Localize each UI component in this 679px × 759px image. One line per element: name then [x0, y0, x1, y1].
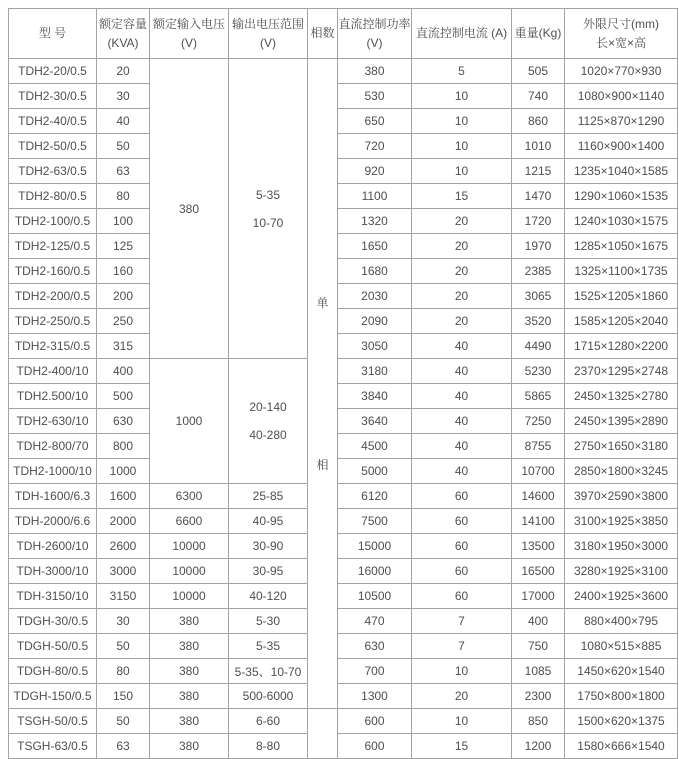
cell-vout: 5-35	[229, 634, 308, 659]
cell-dim: 1080×515×885	[565, 634, 678, 659]
cell-kva: 630	[97, 409, 150, 434]
header-kva	[97, 9, 150, 59]
cell-pdc: 4500	[338, 434, 412, 459]
cell-model: TDH2-100/0.5	[9, 209, 97, 234]
cell-idc: 20	[412, 259, 512, 284]
cell-vout: 5-35、10-70	[229, 659, 308, 684]
cell-idc: 7	[412, 609, 512, 634]
cell-model: TDH-1600/6.3	[9, 484, 97, 509]
header-model-label: 型 号	[38, 26, 67, 40]
header-kg-label: 重量(Kg)	[514, 26, 562, 40]
header-vout	[229, 9, 308, 59]
cell-dim: 880×400×795	[565, 609, 678, 634]
cell-kva: 1600	[97, 484, 150, 509]
cell-kva: 80	[97, 184, 150, 209]
cell-idc: 10	[412, 84, 512, 109]
table-row	[9, 484, 678, 509]
cell-kg: 860	[512, 109, 565, 134]
cell-kg: 2385	[512, 259, 565, 284]
cell-pdc: 3840	[338, 384, 412, 409]
cell-idc: 20	[412, 209, 512, 234]
cell-model: TDH2-160/0.5	[9, 259, 97, 284]
cell-pdc: 600	[338, 709, 412, 734]
cell-kg: 10700	[512, 459, 565, 484]
cell-dim: 1125×870×1290	[565, 109, 678, 134]
table-row	[9, 609, 678, 634]
cell-dim: 1235×1040×1585	[565, 159, 678, 184]
cell-vin: 6600	[150, 509, 229, 534]
header-vin	[150, 9, 229, 59]
cell-idc: 40	[412, 409, 512, 434]
table-row	[9, 384, 678, 409]
cell-pdc: 920	[338, 159, 412, 184]
cell-idc: 40	[412, 434, 512, 459]
cell-pdc: 1300	[338, 684, 412, 709]
cell-kg: 1970	[512, 234, 565, 259]
cell-dim: 1585×1205×2040	[565, 309, 678, 334]
header-dim-label: 长×宽×高	[595, 35, 647, 50]
cell-kva: 3000	[97, 559, 150, 584]
header-vout-label: (V)	[260, 35, 276, 50]
cell-dim: 1080×900×1140	[565, 84, 678, 109]
cell-model: TSGH-50/0.5	[9, 709, 97, 734]
cell-vin: 10000	[150, 559, 229, 584]
cell-pdc: 1100	[338, 184, 412, 209]
table-row	[9, 409, 678, 434]
cell-model: TDH2-630/10	[9, 409, 97, 434]
cell-kva: 30	[97, 84, 150, 109]
cell-kg: 5230	[512, 359, 565, 384]
cell-kg: 4490	[512, 334, 565, 359]
cell-kg: 750	[512, 634, 565, 659]
header-kva-label: (KVA)	[107, 35, 139, 50]
header-pdc	[338, 9, 412, 59]
cell-kg: 17000	[512, 584, 565, 609]
table-row	[9, 534, 678, 559]
header-row	[9, 9, 678, 59]
cell-vout: 8-80	[229, 734, 308, 759]
cell-model: TDH-2000/6.6	[9, 509, 97, 534]
cell-idc: 60	[412, 534, 512, 559]
cell-kg: 1010	[512, 134, 565, 159]
cell-pdc: 470	[338, 609, 412, 634]
cell-kva: 315	[97, 334, 150, 359]
cell-kg: 400	[512, 609, 565, 634]
table-row	[9, 159, 678, 184]
cell-kva: 150	[97, 684, 150, 709]
cell-model: TDH2-800/70	[9, 434, 97, 459]
cell-kg: 7250	[512, 409, 565, 434]
cell-pdc: 630	[338, 634, 412, 659]
cell-kva: 125	[97, 234, 150, 259]
cell-vout: 20-140 40-280	[229, 359, 308, 484]
cell-model: TDH-2600/10	[9, 534, 97, 559]
cell-vin: 10000	[150, 584, 229, 609]
cell-idc: 60	[412, 509, 512, 534]
cell-idc: 20	[412, 309, 512, 334]
spec-table-body	[9, 59, 678, 759]
cell-model: TDH2-40/0.5	[9, 109, 97, 134]
cell-model: TDH-3000/10	[9, 559, 97, 584]
cell-vin: 6300	[150, 484, 229, 509]
cell-dim: 1750×800×1800	[565, 684, 678, 709]
table-row	[9, 334, 678, 359]
cell-idc: 60	[412, 584, 512, 609]
cell-pdc: 720	[338, 134, 412, 159]
cell-vout: 40-95	[229, 509, 308, 534]
cell-dim: 3280×1925×3100	[565, 559, 678, 584]
table-row	[9, 184, 678, 209]
cell-kva: 400	[97, 359, 150, 384]
cell-vin: 380	[150, 734, 229, 759]
cell-dim: 2400×1925×3600	[565, 584, 678, 609]
cell-dim: 1285×1050×1675	[565, 234, 678, 259]
table-row	[9, 109, 678, 134]
table-row	[9, 134, 678, 159]
cell-pdc: 1320	[338, 209, 412, 234]
cell-vin: 380	[150, 659, 229, 684]
phase-text: 单 相	[316, 295, 329, 472]
cell-kva: 50	[97, 634, 150, 659]
cell-kg: 14100	[512, 509, 565, 534]
table-row	[9, 709, 678, 734]
cell-dim: 1525×1205×1860	[565, 284, 678, 309]
cell-idc: 20	[412, 234, 512, 259]
table-row	[9, 59, 678, 84]
header-kg	[512, 9, 565, 59]
table-row	[9, 434, 678, 459]
cell-kg: 3065	[512, 284, 565, 309]
cell-model: TDH2-400/10	[9, 359, 97, 384]
cell-idc: 10	[412, 109, 512, 134]
cell-dim: 1160×900×1400	[565, 134, 678, 159]
table-row	[9, 684, 678, 709]
header-ph-label: 相数	[310, 26, 335, 40]
cell-ph	[308, 59, 338, 709]
cell-model: TDH2-250/0.5	[9, 309, 97, 334]
cell-idc: 7	[412, 634, 512, 659]
table-row	[9, 209, 678, 234]
cell-kg: 1470	[512, 184, 565, 209]
cell-vout: 6-60	[229, 709, 308, 734]
cell-vout: 500-6000	[229, 684, 308, 709]
cell-kva: 500	[97, 384, 150, 409]
cell-kva: 63	[97, 159, 150, 184]
table-row	[9, 734, 678, 759]
table-row	[9, 659, 678, 684]
cell-idc: 20	[412, 284, 512, 309]
cell-pdc: 3640	[338, 409, 412, 434]
cell-kg: 14600	[512, 484, 565, 509]
table-row	[9, 559, 678, 584]
cell-pdc: 650	[338, 109, 412, 134]
cell-pdc: 6120	[338, 484, 412, 509]
cell-vout: 5-35 10-70	[229, 59, 308, 359]
cell-vin: 380	[150, 609, 229, 634]
cell-kg: 13500	[512, 534, 565, 559]
cell-kva: 30	[97, 609, 150, 634]
cell-kva: 50	[97, 134, 150, 159]
cell-model: TDH2-30/0.5	[9, 84, 97, 109]
table-row	[9, 584, 678, 609]
cell-kva: 1000	[97, 459, 150, 484]
cell-idc: 60	[412, 559, 512, 584]
cell-idc: 60	[412, 484, 512, 509]
table-row	[9, 459, 678, 484]
header-idc	[412, 9, 512, 59]
spec-table-container	[8, 8, 678, 759]
cell-pdc: 10500	[338, 584, 412, 609]
cell-dim: 2450×1395×2890	[565, 409, 678, 434]
header-pdc-label: 直流控制功率	[338, 16, 411, 31]
header-ph	[308, 9, 338, 59]
cell-dim: 2450×1325×2780	[565, 384, 678, 409]
cell-vin: 380	[150, 634, 229, 659]
cell-kva: 40	[97, 109, 150, 134]
cell-dim: 1020×770×930	[565, 59, 678, 84]
cell-kg: 850	[512, 709, 565, 734]
cell-vin: 380	[150, 684, 229, 709]
header-dim	[565, 9, 678, 59]
cell-dim: 1290×1060×1535	[565, 184, 678, 209]
cell-model: TDH2-63/0.5	[9, 159, 97, 184]
table-row	[9, 284, 678, 309]
spec-table	[8, 8, 678, 759]
cell-pdc: 15000	[338, 534, 412, 559]
cell-vin: 1000	[150, 359, 229, 484]
cell-model: TDH2-125/0.5	[9, 234, 97, 259]
cell-dim: 2850×1800×3245	[565, 459, 678, 484]
cell-vout: 30-95	[229, 559, 308, 584]
cell-dim: 3100×1925×3850	[565, 509, 678, 534]
cell-idc: 40	[412, 384, 512, 409]
cell-pdc: 1650	[338, 234, 412, 259]
cell-dim: 2370×1295×2748	[565, 359, 678, 384]
cell-kg: 8755	[512, 434, 565, 459]
cell-kva: 2600	[97, 534, 150, 559]
cell-pdc: 530	[338, 84, 412, 109]
cell-dim: 1325×1100×1735	[565, 259, 678, 284]
cell-kva: 3150	[97, 584, 150, 609]
cell-kva: 50	[97, 709, 150, 734]
cell-kg: 3520	[512, 309, 565, 334]
cell-kg: 1200	[512, 734, 565, 759]
cell-vout: 30-90	[229, 534, 308, 559]
cell-pdc: 2090	[338, 309, 412, 334]
cell-pdc: 600	[338, 734, 412, 759]
cell-idc: 40	[412, 359, 512, 384]
header-idc-label: 直流控制电流 (A)	[415, 26, 508, 40]
cell-kva: 160	[97, 259, 150, 284]
cell-kva: 800	[97, 434, 150, 459]
cell-idc: 10	[412, 709, 512, 734]
cell-kva: 63	[97, 734, 150, 759]
cell-pdc: 16000	[338, 559, 412, 584]
cell-model: TDGH-80/0.5	[9, 659, 97, 684]
cell-kva: 2000	[97, 509, 150, 534]
header-dim-label: 外限尺寸(mm)	[583, 16, 659, 31]
cell-idc: 40	[412, 334, 512, 359]
cell-model: TDH-3150/10	[9, 584, 97, 609]
cell-idc: 10	[412, 159, 512, 184]
table-row	[9, 509, 678, 534]
cell-kg: 1085	[512, 659, 565, 684]
table-row	[9, 359, 678, 384]
cell-vout: 25-85	[229, 484, 308, 509]
cell-idc: 20	[412, 684, 512, 709]
cell-idc: 15	[412, 184, 512, 209]
cell-pdc: 3050	[338, 334, 412, 359]
cell-kg: 505	[512, 59, 565, 84]
cell-pdc: 5000	[338, 459, 412, 484]
header-kva-label: 额定容量	[98, 16, 147, 31]
cell-model: TDGH-150/0.5	[9, 684, 97, 709]
cell-kva: 20	[97, 59, 150, 84]
cell-pdc: 2030	[338, 284, 412, 309]
header-vin-label: 额定输入电压	[152, 16, 225, 31]
cell-vin: 380	[150, 709, 229, 734]
cell-vout: 5-30	[229, 609, 308, 634]
header-model	[9, 9, 97, 59]
table-row	[9, 634, 678, 659]
table-row	[9, 259, 678, 284]
cell-kg: 2300	[512, 684, 565, 709]
cell-kva: 100	[97, 209, 150, 234]
cell-kva: 250	[97, 309, 150, 334]
cell-dim: 1715×1280×2200	[565, 334, 678, 359]
cell-pdc: 380	[338, 59, 412, 84]
cell-dim: 3180×1950×3000	[565, 534, 678, 559]
cell-kg: 5865	[512, 384, 565, 409]
cell-model: TDH2-200/0.5	[9, 284, 97, 309]
cell-dim: 1500×620×1375	[565, 709, 678, 734]
header-pdc-label: (V)	[366, 35, 383, 50]
cell-dim: 1450×620×1540	[565, 659, 678, 684]
cell-model: TDH2.500/10	[9, 384, 97, 409]
cell-kg: 740	[512, 84, 565, 109]
cell-model: TDH2-20/0.5	[9, 59, 97, 84]
table-row	[9, 234, 678, 259]
cell-pdc: 1680	[338, 259, 412, 284]
table-row	[9, 84, 678, 109]
cell-kg: 1215	[512, 159, 565, 184]
cell-kva: 200	[97, 284, 150, 309]
cell-model: TDH2-1000/10	[9, 459, 97, 484]
cell-pdc: 7500	[338, 509, 412, 534]
cell-dim: 1580×666×1540	[565, 734, 678, 759]
cell-idc: 10	[412, 659, 512, 684]
spec-table-head	[9, 9, 678, 59]
cell-kg: 1720	[512, 209, 565, 234]
header-vin-label: (V)	[181, 35, 197, 50]
cell-pdc: 700	[338, 659, 412, 684]
cell-dim: 3970×2590×3800	[565, 484, 678, 509]
cell-model: TDH2-315/0.5	[9, 334, 97, 359]
cell-vout: 40-120	[229, 584, 308, 609]
header-vout-label: 输出电压范围	[231, 16, 304, 31]
cell-idc: 10	[412, 134, 512, 159]
cell-model: TDGH-50/0.5	[9, 634, 97, 659]
cell-model: TSGH-63/0.5	[9, 734, 97, 759]
cell-model: TDH2-50/0.5	[9, 134, 97, 159]
cell-idc: 40	[412, 459, 512, 484]
cell-model: TDGH-30/0.5	[9, 609, 97, 634]
table-row	[9, 309, 678, 334]
cell-pdc: 3180	[338, 359, 412, 384]
cell-dim: 2750×1650×3180	[565, 434, 678, 459]
cell-vin: 10000	[150, 534, 229, 559]
cell-idc: 5	[412, 59, 512, 84]
cell-vin: 380	[150, 59, 229, 359]
cell-idc: 15	[412, 734, 512, 759]
cell-model: TDH2-80/0.5	[9, 184, 97, 209]
cell-kg: 16500	[512, 559, 565, 584]
cell-ph	[308, 709, 338, 759]
cell-kva: 80	[97, 659, 150, 684]
cell-dim: 1240×1030×1575	[565, 209, 678, 234]
